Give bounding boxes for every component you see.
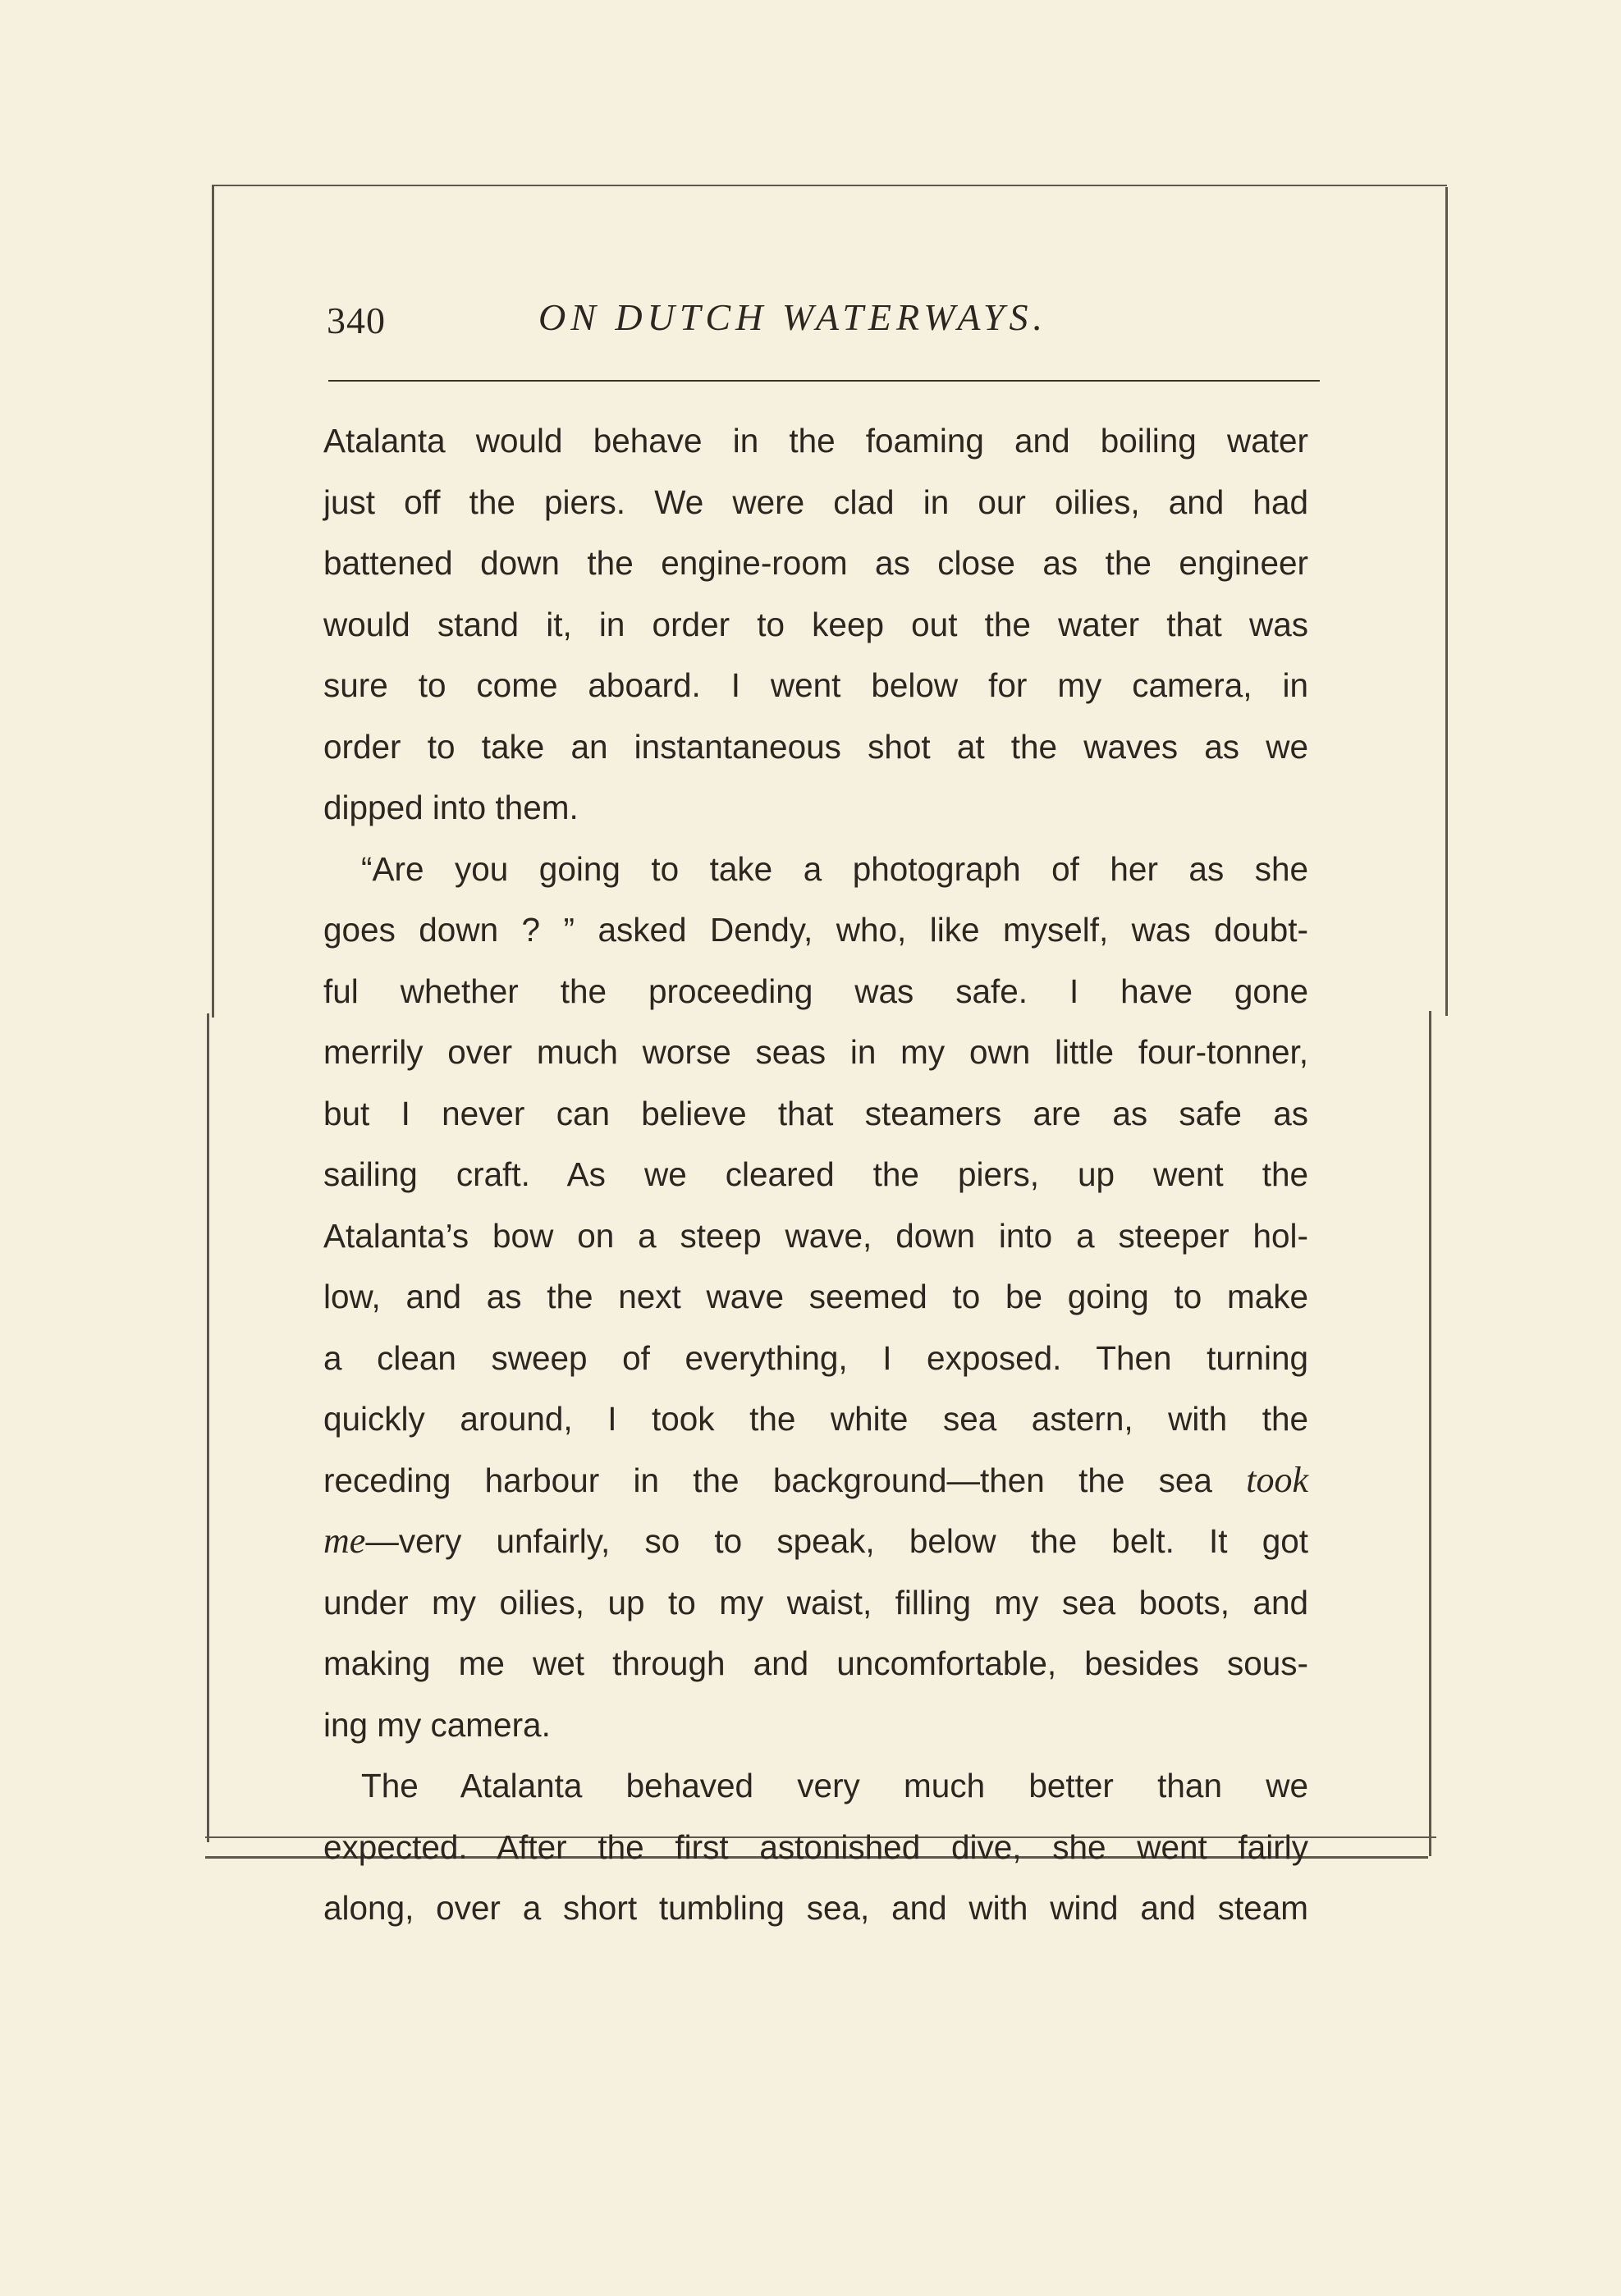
running-header [327, 295, 1320, 345]
page-frame-left-border [212, 185, 214, 1018]
text-line: making me wet through and uncomfortable, besides sous- [323, 1644, 1308, 1682]
text-line: low, and as the next wave seemed to be going to make [323, 1278, 1308, 1315]
page-frame-top-border [212, 185, 1447, 186]
text-line: merrily over much worse seas in my own little four-tonner, [323, 1033, 1308, 1071]
text-line: sailing craft. As we cleared the piers, up went the [323, 1155, 1308, 1193]
text-line: order to take an instantaneous shot at the waves as we [323, 727, 1308, 766]
text-line: just off the piers. We were clad in our oilies, and had [323, 483, 1308, 521]
text-line: Atalanta’s bow on a steep wave, down into a steeper hol- [323, 1216, 1308, 1255]
page-frame-left-border-lower [207, 1013, 209, 1842]
body-text [323, 410, 1308, 1939]
text-line [323, 1450, 1308, 1512]
italic-word: took [1246, 1459, 1308, 1500]
text-line [323, 1511, 1308, 1572]
running-title: ON DUTCH WATERWAYS. [538, 296, 1048, 338]
text-line: expected. After the first astonished dive, she went fairly [323, 1827, 1308, 1866]
header-rule [328, 380, 1320, 382]
text-line: battened down the engine-room as close as the engineer [323, 544, 1308, 582]
text-line: dipped into them. [323, 789, 579, 826]
text-line: quickly around, I took the white sea astern, with the [323, 1400, 1308, 1438]
text-line: but I never can believe that steamers are as safe as [323, 1094, 1308, 1132]
text-segment: —very unfairly, so to speak, below the belt. It got [365, 1522, 1308, 1560]
text-line: along, over a short tumbling sea, and with wind and steam [323, 1889, 1308, 1927]
page-frame-right-border [1445, 187, 1448, 1016]
text-line: would stand it, in order to keep out the water that was [323, 605, 1308, 643]
italic-word: me [323, 1521, 366, 1561]
text-segment: receding harbour in the background—then the sea [323, 1461, 1212, 1499]
text-line: a clean sweep of everything, I exposed. Then turning [323, 1338, 1308, 1377]
text-line: ful whether the proceeding was safe. I have gone [323, 972, 1308, 1010]
text-line: under my oilies, up to my waist, filling my sea boots, and [323, 1583, 1308, 1621]
page-number: 340 [327, 300, 386, 341]
text-line: sure to come aboard. I went below for my camera, in [323, 666, 1308, 704]
text-line: “Are you going to take a photograph of her as she [361, 849, 1308, 888]
text-line: Atalanta would behave in the foaming and boiling water [323, 422, 1308, 460]
page-frame-right-border-lower [1429, 1011, 1431, 1856]
text-line: ing my camera. [323, 1705, 551, 1744]
text-line: The Atalanta behaved very much better than we [361, 1767, 1308, 1804]
text-line: goes down ? ” asked Dendy, who, like myself, was doubt- [323, 911, 1308, 949]
